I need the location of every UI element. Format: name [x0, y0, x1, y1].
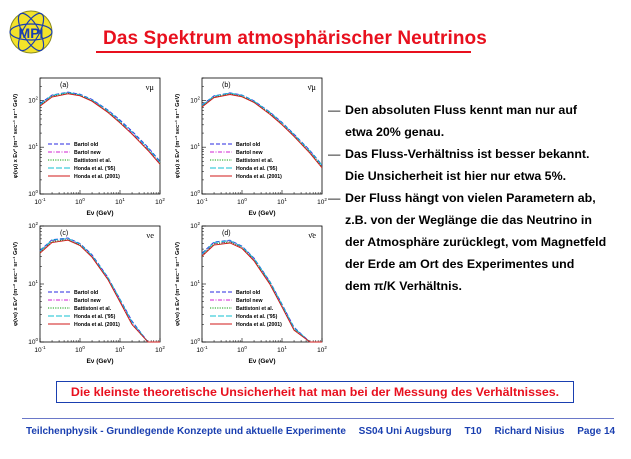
y-tick-label: $10^0$ [190, 337, 200, 346]
x-tick-label: $10^1$ [115, 197, 125, 206]
y-tick-exponent: 0 [35, 337, 38, 342]
legend-label: Honda et al. (2001) [74, 322, 120, 328]
footer-author: Richard Nisius [494, 426, 565, 437]
bullet-item [328, 143, 628, 187]
neutrino-label: ν̄μ [307, 82, 316, 92]
x-tick-label: $10^{-1}$ [196, 197, 208, 206]
y-tick-exponent: 0 [197, 337, 200, 342]
y-axis-label: φ(νμ) x Eν² (m⁻² sec⁻¹ sr⁻¹ GeV) [175, 93, 181, 179]
legend-label: Bartol new [74, 150, 101, 156]
x-tick-exponent: 2 [162, 345, 165, 350]
x-tick-exponent: 2 [324, 345, 327, 350]
y-tick-exponent: 1 [35, 142, 38, 148]
y-tick-label: $10^0$ [190, 189, 200, 198]
y-axis-label: φ(νμ) x Eν² (m⁻² sec⁻¹ sr⁻¹ GeV) [13, 93, 19, 179]
y-axis-label: φ(νe) x Eν² (m⁻² sec⁻¹ sr⁻¹ GeV) [13, 241, 19, 327]
legend-label: Battistoni et al. [236, 306, 274, 312]
x-tick-label: $10^0$ [237, 345, 247, 354]
x-tick-label: $10^2$ [317, 197, 327, 206]
panel-label: (a) [60, 82, 69, 89]
bullet-line: etwa 20% genau. [345, 125, 445, 139]
y-tick-label: $10^0$ [28, 337, 38, 346]
bullet-line: der Erde am Ort des Experimentes und [345, 257, 575, 271]
x-tick-label: $10^0$ [75, 197, 85, 206]
x-tick-exponent: 0 [244, 197, 247, 202]
bullet-item [328, 187, 628, 297]
y-tick-exponent: 0 [35, 189, 38, 194]
x-axis-label: Eν (GeV) [248, 358, 276, 365]
y-tick-label: $10^2$ [28, 221, 38, 230]
flux-chart-a [8, 70, 168, 220]
bullet-dash: — [328, 147, 341, 161]
neutrino-label: νe [146, 230, 154, 240]
x-axis-label: Eν (GeV) [86, 358, 114, 365]
legend-label: Honda et al. (2001) [236, 174, 282, 180]
title-underline [96, 51, 471, 53]
x-tick-exponent: 0 [244, 345, 247, 350]
x-tick-exponent: 1 [122, 197, 125, 202]
x-tick-exponent: -1 [203, 197, 208, 202]
y-tick-exponent: 0 [197, 189, 200, 194]
x-axis-label: Eν (GeV) [86, 210, 114, 217]
bullet-list [328, 99, 628, 297]
legend-label: Bartol old [236, 290, 261, 296]
panel-label: (b) [222, 82, 231, 89]
x-tick-exponent: 1 [284, 197, 287, 202]
footer [26, 426, 625, 437]
legend-label: Bartol old [74, 142, 99, 148]
bullet-dash: — [328, 103, 341, 117]
y-tick-label: $10^1$ [190, 279, 200, 288]
y-tick-label: $10^1$ [28, 279, 38, 288]
x-tick-exponent: 2 [162, 197, 165, 202]
y-tick-label: $10^1$ [28, 142, 38, 152]
y-tick-exponent: 2 [35, 221, 38, 226]
bullet-line: Die Unsicherheit ist hier nur etwa 5%. [345, 169, 567, 183]
legend-label: Honda et al. (2001) [74, 174, 120, 180]
key-message-box: Die kleinste theoretische Unsicherheit hat man bei der Messung des Verhältnisses. [56, 381, 574, 403]
x-tick-label: $10^{-1}$ [196, 345, 208, 354]
bullet-dash: — [328, 191, 341, 205]
x-tick-exponent: 1 [122, 345, 125, 350]
x-tick-exponent: -1 [41, 345, 46, 350]
legend-label: Battistoni et al. [74, 158, 112, 164]
x-tick-exponent: 2 [324, 197, 327, 202]
bullet-line: z.B. von der Weglänge die das Neutrino in [345, 213, 592, 227]
footer-course: Teilchenphysik - Grundlegende Konzepte und aktuelle Experimente [26, 426, 346, 437]
bullet-line: Das Fluss-Verhältniss ist besser bekannt. [345, 147, 590, 161]
x-tick-label: $10^0$ [237, 197, 247, 206]
legend-label: Honda et al. ('95) [74, 314, 116, 320]
footer-semester: SS04 Uni Augsburg [358, 426, 452, 437]
mpi-logo [4, 6, 60, 58]
y-tick-label: $10^1$ [190, 142, 200, 152]
footer-topic: T10 [464, 426, 482, 437]
legend-label: Battistoni et al. [74, 306, 112, 312]
bullet-line: der Atmosphäre zurücklegt, vom Magnetfeld [345, 235, 607, 249]
x-tick-label: $10^1$ [115, 345, 125, 354]
x-tick-label: $10^0$ [75, 345, 85, 354]
chart-panel-b [170, 70, 330, 220]
logo-text: MPI [18, 25, 44, 41]
x-tick-exponent: 0 [82, 197, 85, 202]
y-tick-exponent: 2 [35, 95, 38, 101]
y-tick-label: $10^2$ [190, 221, 200, 230]
flux-chart-b [170, 70, 330, 220]
legend-label: Bartol old [236, 142, 261, 148]
x-tick-label: $10^2$ [317, 345, 327, 354]
x-tick-label: $10^{-1}$ [34, 345, 46, 354]
chart-panel-d [170, 218, 330, 368]
y-tick-exponent: 2 [197, 221, 200, 226]
y-tick-exponent: 1 [197, 142, 200, 148]
legend-label: Honda et al. (2001) [236, 322, 282, 328]
flux-chart-d [170, 218, 330, 368]
bullet-line: dem π/K Verhältnis. [345, 279, 462, 293]
legend-label: Honda et al. ('95) [236, 314, 278, 320]
legend-label: Bartol new [236, 150, 263, 156]
chart-panel-c [8, 218, 168, 368]
legend-label: Bartol old [74, 290, 99, 296]
y-tick-label: $10^0$ [28, 189, 38, 198]
footer-page: Page 14 [577, 426, 616, 437]
chart-panel-a [8, 70, 168, 220]
x-tick-exponent: 0 [82, 345, 85, 350]
legend-label: Bartol new [236, 298, 263, 304]
panel-label: (d) [222, 230, 231, 237]
bullet-line: Der Fluss hängt von vielen Parametern ab, [345, 191, 596, 205]
y-tick-exponent: 1 [197, 279, 200, 284]
x-tick-label: $10^{-1}$ [34, 197, 46, 206]
panel-label: (c) [60, 230, 69, 237]
y-tick-exponent: 1 [35, 279, 38, 284]
y-axis-label: φ(νe) x Eν² (m⁻² sec⁻¹ sr⁻¹ GeV) [175, 241, 181, 327]
x-tick-exponent: -1 [41, 197, 46, 202]
flux-chart-c [8, 218, 168, 368]
page-title: Das Spektrum atmosphärischer Neutrinos [103, 28, 487, 49]
legend-label: Battistoni et al. [236, 158, 274, 164]
neutrino-label: νμ [145, 82, 154, 92]
legend-label: Honda et al. ('95) [236, 166, 278, 172]
x-tick-label: $10^1$ [277, 345, 287, 354]
x-tick-exponent: -1 [203, 345, 208, 350]
x-tick-exponent: 1 [284, 345, 287, 350]
y-tick-exponent: 2 [197, 95, 200, 101]
bullet-line: Den absoluten Fluss kennt man nur auf [345, 103, 578, 117]
y-tick-label: $10^2$ [28, 95, 38, 105]
legend-label: Honda et al. ('95) [74, 166, 116, 172]
bullet-item [328, 99, 628, 143]
x-axis-label: Eν (GeV) [248, 210, 276, 217]
legend-label: Bartol new [74, 298, 101, 304]
footer-divider [22, 418, 614, 419]
x-tick-label: $10^2$ [155, 197, 165, 206]
x-tick-label: $10^2$ [155, 345, 165, 354]
x-tick-label: $10^1$ [277, 197, 287, 206]
y-tick-label: $10^2$ [190, 95, 200, 105]
neutrino-label: ν̄e [308, 230, 316, 240]
